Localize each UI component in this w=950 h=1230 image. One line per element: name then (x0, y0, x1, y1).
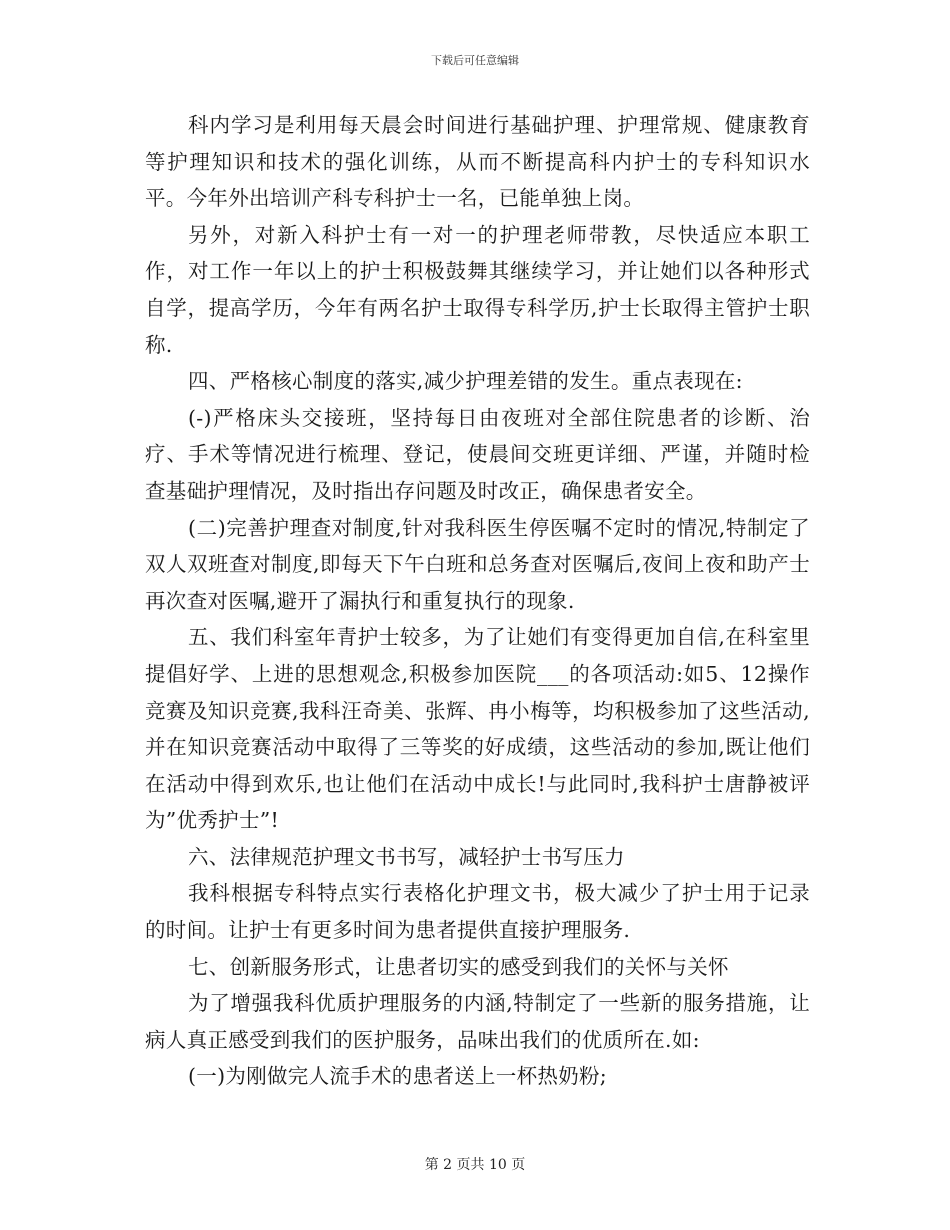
section-heading-6: 六、法律规范护理文书书写，减轻护士书写压力 (188, 844, 625, 869)
list-item-1: (一)为刚做完人流手术的患者送上一杯热奶粉; (188, 1064, 608, 1089)
section-heading-5: 五、我们科室年青护士较多，为了让她们有变得更加自信,在科室里提倡好学、上进的思想观念,积极参加医院___的各项活动:如5、12操作竞赛及知识竞赛,我科汪奇美、张辉、冉小梅等，均积极参加了这些活动,并在知识竞赛活动中取得了三等奖的好成绩，这些活动的参加,既让他们在活动中得到欢乐,也让他们在活动中成长!与此同时,我科护士唐静被评为”优秀护士”! (145, 625, 810, 833)
document-body (145, 107, 810, 1095)
section-heading-7: 七、创新服务形式，让患者切实的感受到我们的关怀与关怀 (188, 954, 729, 979)
section-heading-4: 四、严格核心制度的落实,减少护理差错的发生。重点表现在: (188, 369, 743, 394)
paragraph-study: 科内学习是利用每天晨会时间进行基础护理、护理常规、健康教育等护理知识和技术的强化训练，从而不断提高科内护士的专科知识水平。今年外出培训产科专科护士一名，已能单独上岗。 (145, 113, 810, 211)
paragraph-documents: 我科根据专科特点实行表格化护理文书，极大减少了护士用于记录的时间。让护士有更多时间为患者提供直接护理服务. (145, 881, 810, 943)
paragraph-service: 为了增强我科优质护理服务的内涵,特制定了一些新的服务措施，让病人真正感受到我们的医护服务，品味出我们的优质所在.如: (145, 991, 810, 1052)
paragraph-checking: (二)完善护理查对制度,针对我科医生停医嘱不定时的情况,特制定了双人双班查对制度,即每天下午白班和总务查对医嘱后,夜间上夜和助产士再次查对医嘱,避开了漏执行和重复执行的现象. (145, 515, 810, 613)
paragraph-handover: (-)严格床头交接班，坚持每日由夜班对全部住院患者的诊断、治疗、手术等情况进行梳理、登记，使晨间交班更详细、严谨，并随时检查基础护理情况，及时指出存问题及时改正，确保患者安全。 (145, 405, 810, 503)
paragraph-new-nurses: 另外，对新入科护士有一对一的护理老师带教，尽快适应本职工作，对工作一年以上的护士积极鼓舞其继续学习，并让她们以各种形式自学，提高学历，今年有两名护士取得专科学历,护士长取得主管护士职称. (145, 222, 810, 357)
page-number: 第 2 页共 10 页 (424, 1157, 526, 1173)
page-header: 下载后可任意编辑 (431, 54, 519, 67)
